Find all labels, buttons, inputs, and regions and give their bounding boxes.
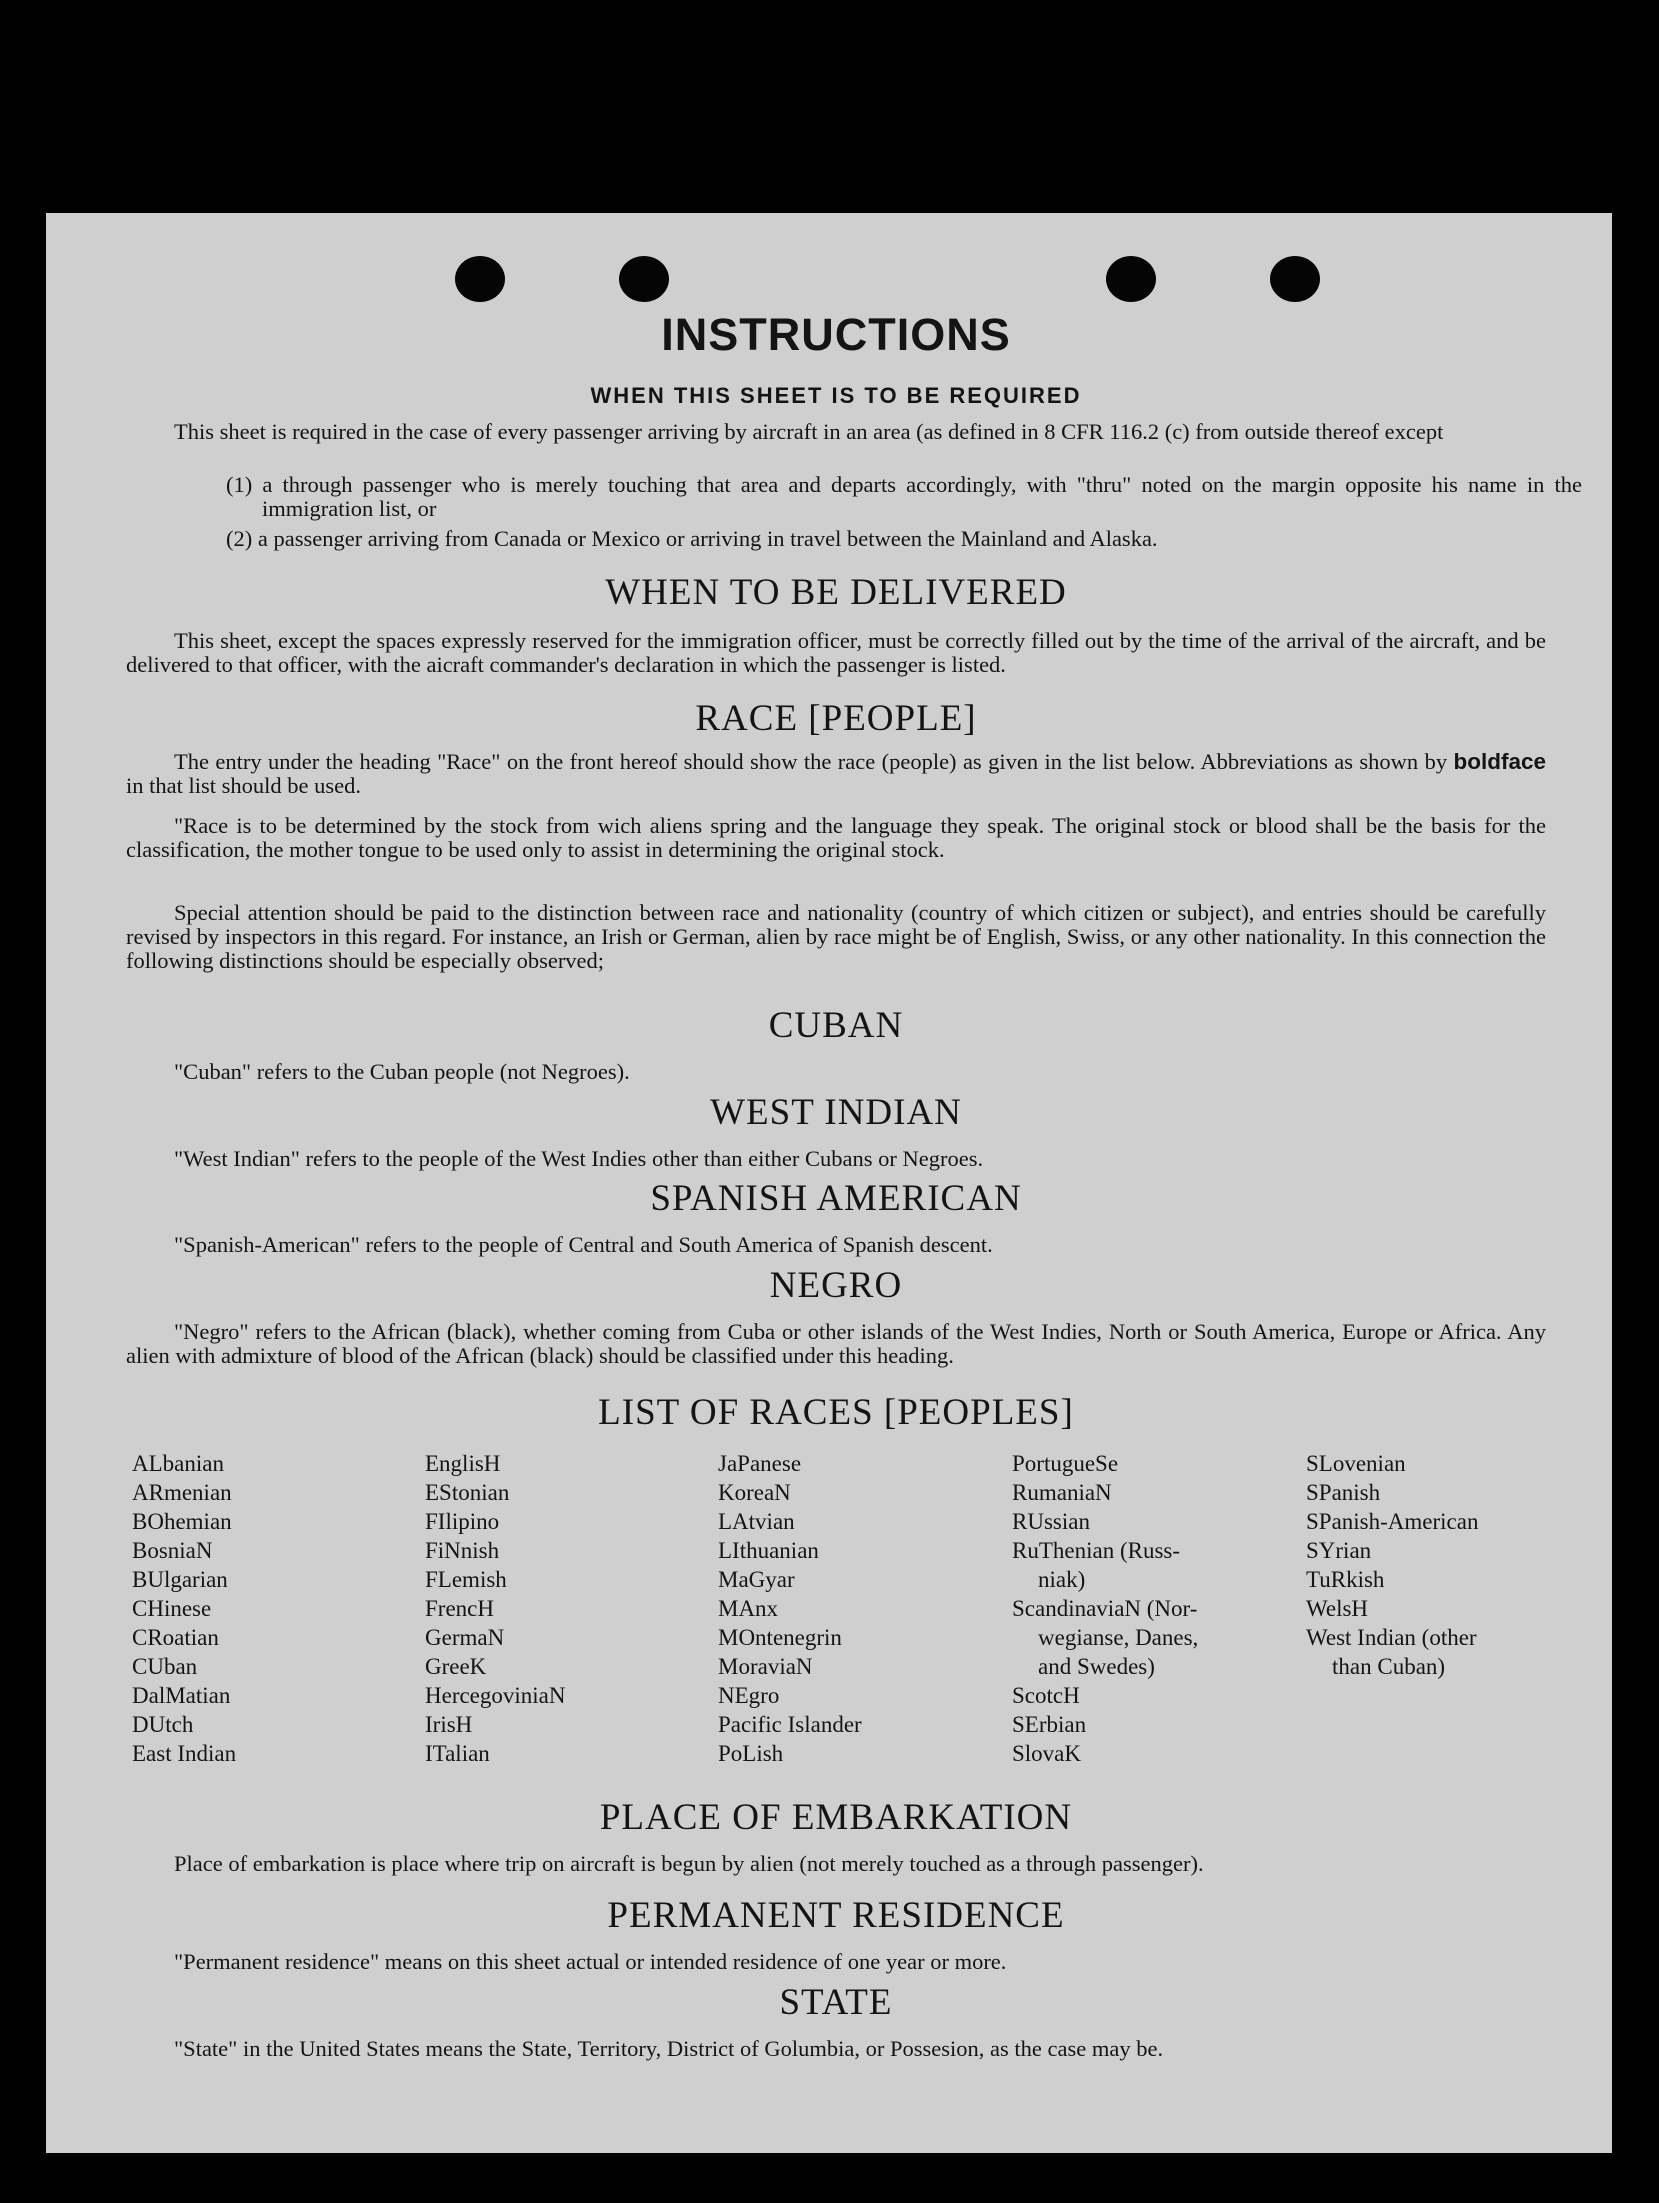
race-item: SYrian [1306, 1538, 1372, 1563]
race-item: KoreaN [718, 1480, 791, 1505]
race-item: ITalian [425, 1741, 490, 1766]
punch-hole-3 [1106, 256, 1156, 302]
race-column-2 [425, 1449, 566, 1768]
race-item: MAnx [718, 1596, 779, 1621]
section-heading-cuban: CUBAN [768, 1005, 904, 1046]
cuban-text: "Cuban" refers to the Cuban people (not Negroes). [174, 1059, 630, 1084]
race-item: East Indian [132, 1741, 237, 1766]
race-item: FIlipino [425, 1509, 500, 1534]
section-heading-residence: PERMANENT RESIDENCE [607, 1895, 1065, 1936]
race-item: GreeK [425, 1654, 487, 1679]
exception-item-2: (2) a passenger arriving from Canada or Mexico or arriving in travel between the Mainland and Alaska. [226, 526, 1158, 551]
race-item: BOhemian [132, 1509, 232, 1534]
punch-hole-1 [455, 256, 505, 302]
residence-text: "Permanent residence" means on this sheet actual or intended residence of one year or more. [174, 1949, 1007, 1974]
section-heading-west-indian: WEST INDIAN [710, 1092, 962, 1133]
race-item: MOntenegrin [718, 1625, 842, 1650]
race-item: WelsH [1306, 1596, 1369, 1621]
page-title: INSTRUCTIONS [661, 309, 1011, 360]
race-item: SErbian [1012, 1712, 1087, 1737]
race-column-1 [132, 1449, 236, 1768]
race-item: LIthuanian [718, 1538, 819, 1563]
race-item: MaGyar [718, 1567, 795, 1592]
race-item: SLovenian [1306, 1451, 1406, 1476]
race-column-4 [1012, 1449, 1198, 1768]
race-item: GermaN [425, 1625, 505, 1650]
race-item: ScotcH [1012, 1683, 1080, 1708]
race-item: SPanish-American [1306, 1509, 1479, 1534]
race-item: Pacific Islander [718, 1712, 862, 1737]
page-subtitle: WHEN THIS SHEET IS TO BE REQUIRED [590, 383, 1082, 408]
exception-item-1: (1) a through passenger who is merely touching that area and departs accordingly, with "thru" noted on the margin opposite his name in the immigration list, or [226, 472, 1582, 521]
section-heading-state: STATE [779, 1982, 893, 2023]
section-heading-list-of-races: LIST OF RACES [PEOPLES] [598, 1392, 1074, 1433]
race-item: IrisH [425, 1712, 473, 1737]
west-indian-text: "West Indian" refers to the people of the West Indies other than either Cubans or Negroes. [174, 1146, 984, 1171]
race-item-continuation: than Cuban) [1332, 1654, 1446, 1679]
punch-hole-4 [1270, 256, 1320, 302]
race-item: CHinese [132, 1596, 212, 1621]
race-item: RUssian [1012, 1509, 1090, 1534]
race-item: PortugueSe [1012, 1451, 1119, 1476]
race-item: FrencH [425, 1596, 494, 1621]
race-paragraph-1: The entry under the heading "Race" on the front hereof should show the race (people) as given in the list below. Abbreviations as shown by boldface in that list should be used. [126, 749, 1546, 798]
race-item: ALbanian [132, 1451, 224, 1476]
race-item: DalMatian [132, 1683, 231, 1708]
race-item: RumaniaN [1012, 1480, 1112, 1505]
race-item: RuThenian (Russ- [1012, 1538, 1181, 1563]
section-heading-spanish-american: SPANISH AMERICAN [650, 1178, 1022, 1219]
race-item: ARmenian [132, 1480, 232, 1505]
race-item: PoLish [718, 1741, 784, 1766]
race-item-continuation: wegianse, Danes, [1038, 1625, 1199, 1650]
required-intro: This sheet is required in the case of every passenger arriving by aircraft in an area (as defined in 8 CFR 116.2 (c) from outside thereof except [174, 419, 1444, 444]
section-heading-embarkation: PLACE OF EMBARKATION [599, 1797, 1073, 1838]
race-item: SPanish [1306, 1480, 1381, 1505]
boldface-word: boldface [1453, 749, 1546, 774]
state-text: "State" in the United States means the State, Territory, District of Golumbia, or Possesion, as the case may be. [174, 2036, 1164, 2061]
race-column-3 [718, 1449, 862, 1768]
race-item: FiNnish [425, 1538, 500, 1563]
race-item-continuation: niak) [1038, 1567, 1086, 1592]
delivered-text: This sheet, except the spaces expressly reserved for the immigration officer, must be correctly filled out by the time of the arrival of the aircraft, and be delivered to that officer, with the aicraft commander's declaration in which the passenger is listed. [126, 628, 1546, 677]
race-item: LAtvian [718, 1509, 795, 1534]
section-heading-race: RACE [PEOPLE] [695, 698, 977, 739]
race-item: MoraviaN [718, 1654, 813, 1679]
race-paragraph-3: Special attention should be paid to the distinction between race and nationality (country of which citizen or subject), and entries should be carefully revised by inspectors in this regard. For instance, an Irish or German, alien by race might be of English, Swiss, or any other nationality. In this connection the following distinctions should be especially observed; [126, 900, 1546, 973]
race-item: DUtch [132, 1712, 194, 1737]
race-item-continuation: and Swedes) [1038, 1654, 1155, 1679]
race-item: BUlgarian [132, 1567, 228, 1592]
race-item: CUban [132, 1654, 198, 1679]
race-item: ScandinaviaN (Nor- [1012, 1596, 1198, 1621]
embarkation-text: Place of embarkation is place where trip on aircraft is begun by alien (not merely touched as a through passenger). [174, 1851, 1204, 1876]
race-item: TuRkish [1306, 1567, 1385, 1592]
race-item: JaPanese [718, 1451, 802, 1476]
race-item: EnglisH [425, 1451, 501, 1476]
instruction-sheet [46, 213, 1612, 2153]
race-item: SlovaK [1012, 1741, 1081, 1766]
section-heading-delivered: WHEN TO BE DELIVERED [605, 572, 1067, 613]
punch-hole-2 [619, 256, 669, 302]
race-item: NEgro [718, 1683, 780, 1708]
race-item: BosniaN [132, 1538, 213, 1563]
spanish-american-text: "Spanish-American" refers to the people of Central and South America of Spanish descent. [174, 1232, 993, 1257]
race-item: FLemish [425, 1567, 507, 1592]
race-item: CRoatian [132, 1625, 219, 1650]
race-column-5 [1306, 1449, 1478, 1681]
race-item: EStonian [425, 1480, 510, 1505]
race-item: West Indian (other [1306, 1625, 1477, 1650]
negro-text: "Negro" refers to the African (black), whether coming from Cuba or other islands of the West Indies, North or South America, Europe or Africa. Any alien with admixture of blood of the African (black) should be classified under this heading. [126, 1319, 1546, 1368]
race-item: HercegoviniaN [425, 1683, 566, 1708]
race-list [92, 1449, 1552, 1766]
race-paragraph-2: "Race is to be determined by the stock from wich aliens spring and the language they speak. The original stock or blood shall be the basis for the classification, the mother tongue to be used only to assist in determining the original stock. [126, 813, 1546, 862]
section-heading-negro: NEGRO [769, 1265, 903, 1306]
